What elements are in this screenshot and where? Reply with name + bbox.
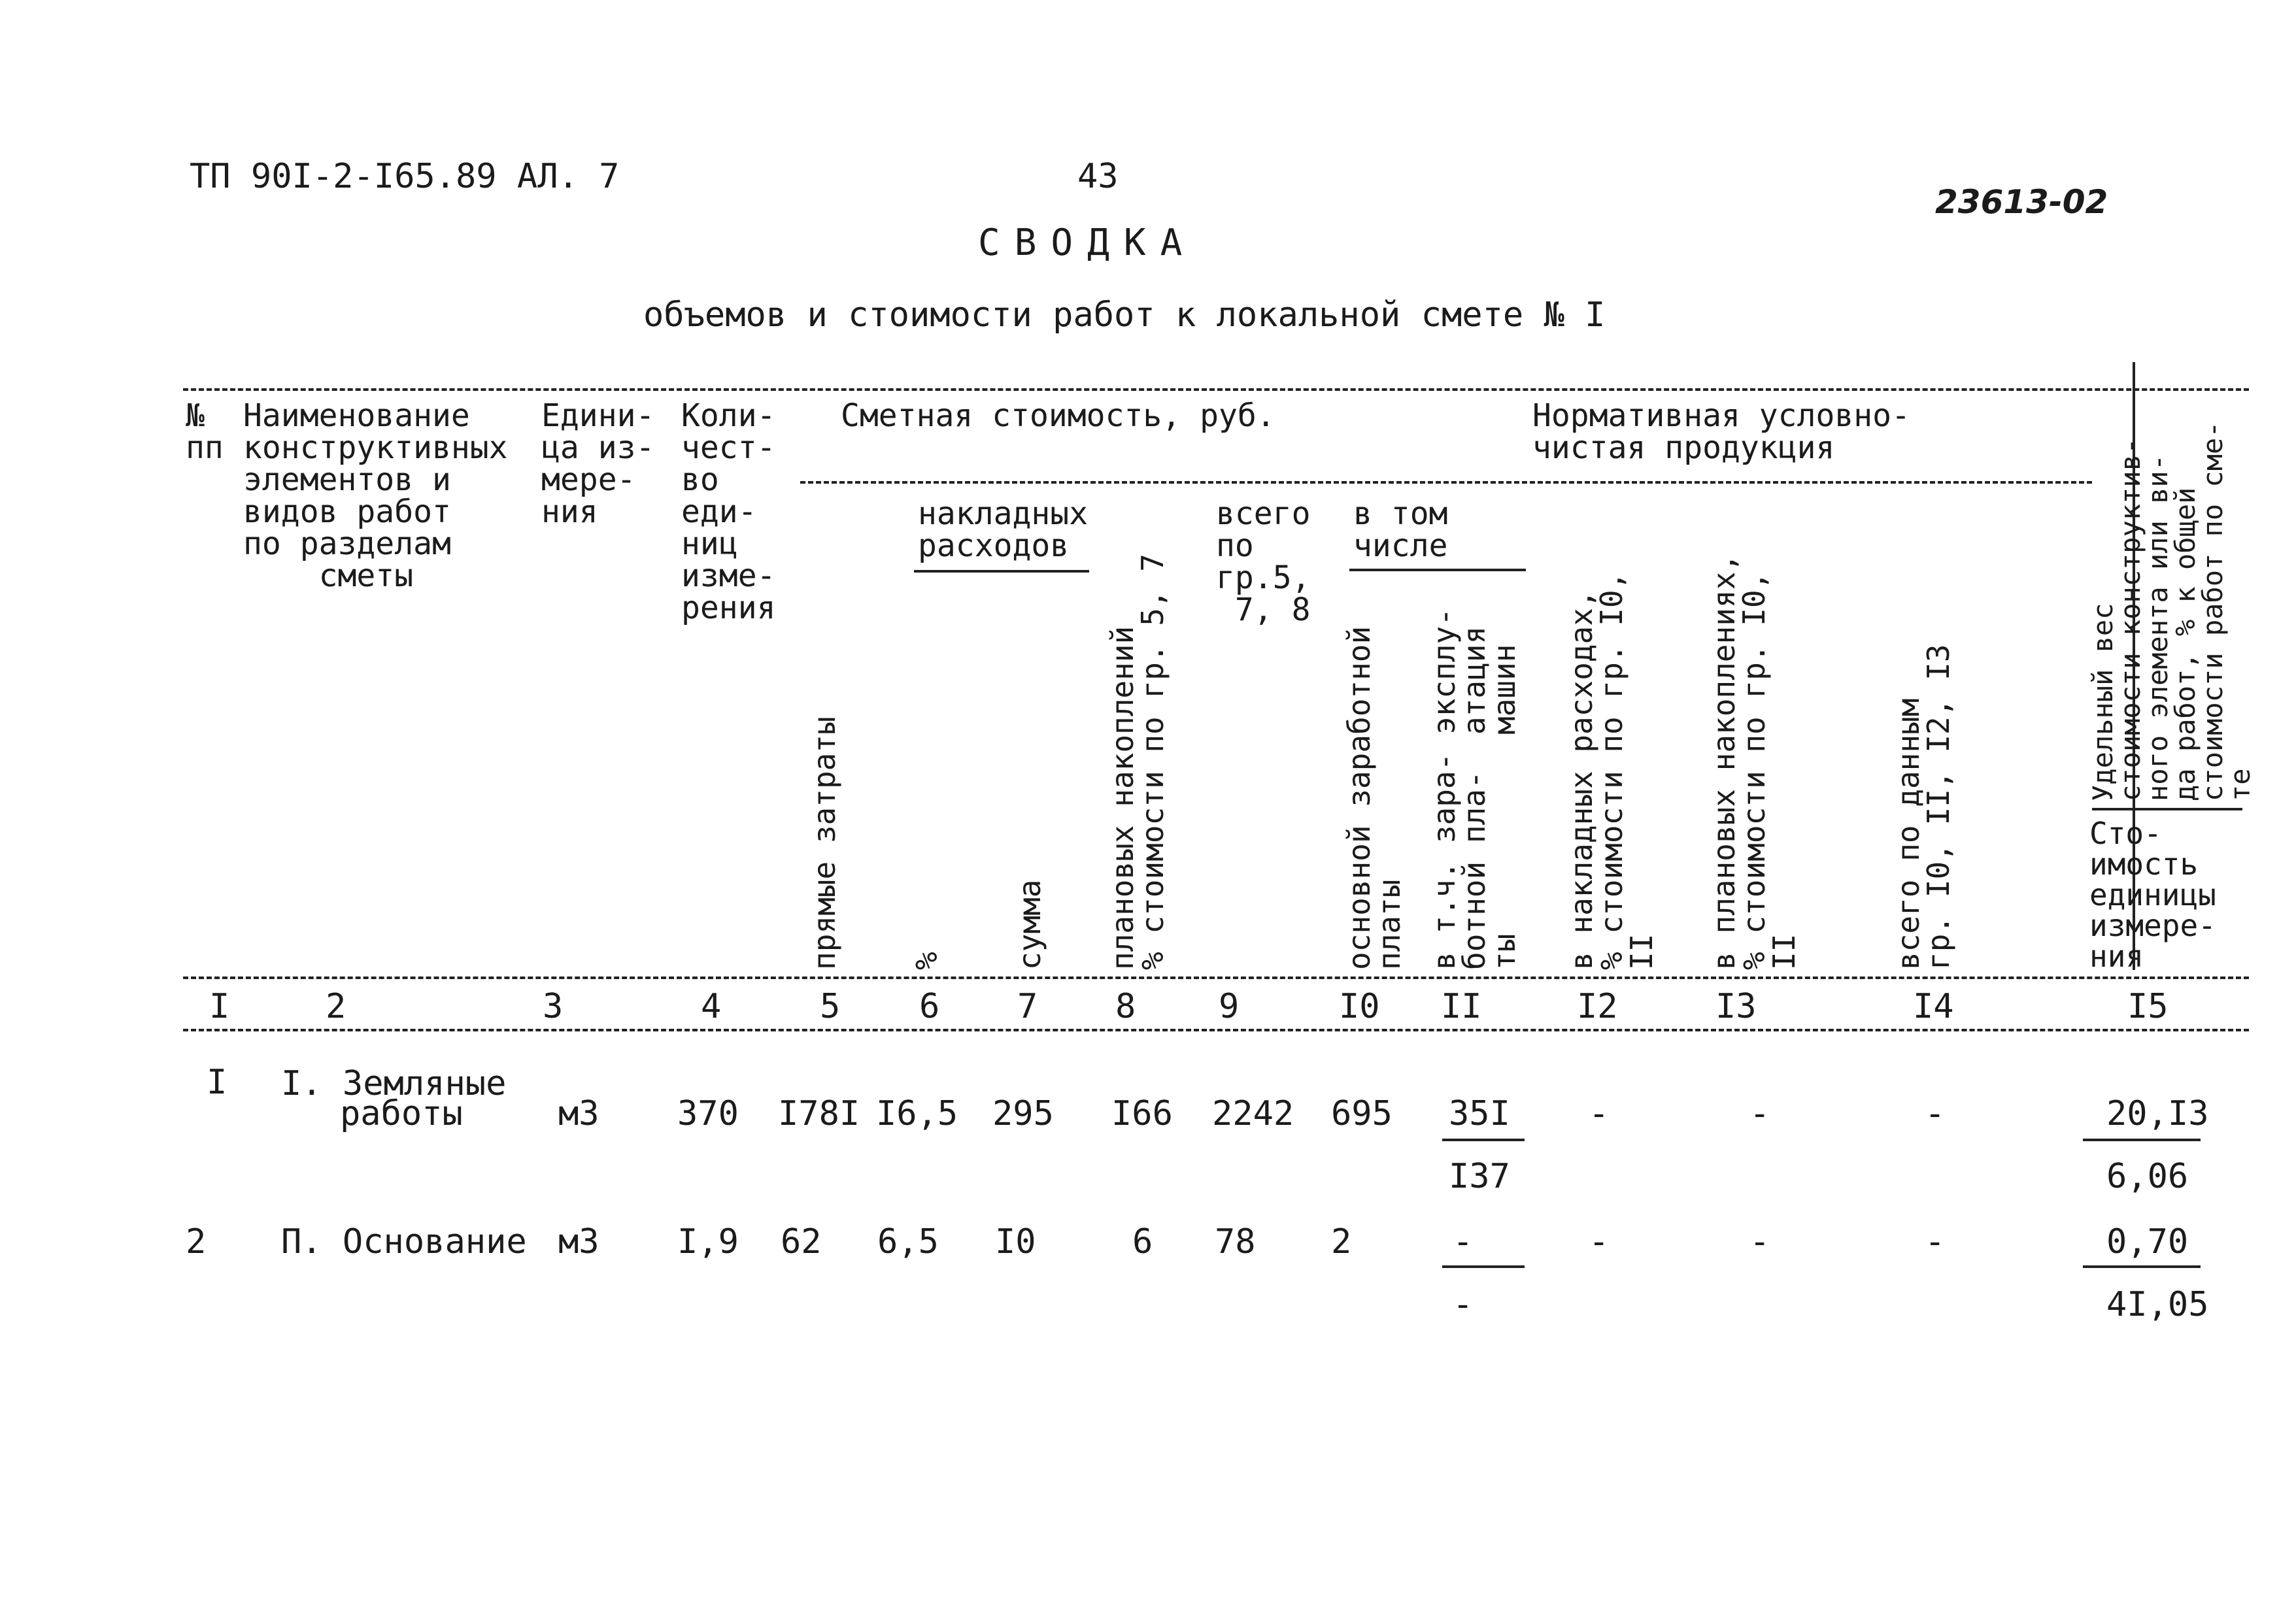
col-number-10: I0 — [1339, 987, 1380, 1026]
col-number-1: I — [209, 987, 230, 1026]
row-planned-savings: 6 — [1132, 1222, 1153, 1261]
row-overhead-pct: 6,5 — [877, 1222, 939, 1261]
header-col-overhead-pct: % — [909, 952, 944, 970]
header-col-overhead-sum: сумма — [1012, 879, 1047, 970]
row-number: I — [207, 1063, 228, 1102]
col-number-12: I2 — [1577, 987, 1618, 1026]
header-col-unit-cost: Сто- имость единицы измере- ния — [2089, 816, 2216, 974]
col-number-5: 5 — [820, 987, 841, 1026]
cost-group-rule — [800, 481, 2092, 484]
row-product-overhead: - — [1589, 1094, 1610, 1133]
row-name: П. Основание — [281, 1222, 527, 1261]
row-product-planned: - — [1749, 1094, 1770, 1133]
page-number: 43 — [1077, 157, 1119, 196]
col-number-6: 6 — [919, 987, 940, 1026]
c15-divider-horizontal — [2092, 808, 2242, 810]
row-unit: м3 — [558, 1222, 599, 1261]
row-product-planned: - — [1749, 1222, 1770, 1261]
numbers-bottom-rule — [183, 1029, 2249, 1031]
header-group-overhead: накладных расходов — [918, 495, 1089, 564]
page-subtitle: объемов и стоимости работ к локальной смете № I — [643, 295, 1606, 335]
table-top-rule — [183, 388, 2249, 391]
page-title: СВОДКА — [978, 222, 1197, 264]
row-unit-cost: 6,06 — [2106, 1157, 2189, 1196]
col-number-3: 3 — [543, 987, 564, 1026]
header-col-base-wage: основной заработной платы — [1342, 626, 1407, 970]
header-col-product-total: всего по данным гр. I0, II, I2, I3 — [1891, 644, 1956, 970]
fraction-bar — [1442, 1139, 1525, 1141]
col-number-8: 8 — [1115, 987, 1136, 1026]
row-machine-wage-secondary: - — [1453, 1285, 1474, 1324]
col-number-2: 2 — [326, 987, 346, 1026]
row-name: I. Земляные — [281, 1064, 507, 1103]
col-number-4: 4 — [701, 987, 722, 1026]
row-direct-costs: I78I — [778, 1094, 860, 1133]
row-share-pct: 0,70 — [2106, 1222, 2189, 1261]
row-quantity: I,9 — [677, 1222, 739, 1261]
col-number-15: I5 — [2127, 987, 2169, 1026]
col-number-7: 7 — [1017, 987, 1038, 1026]
header-col-name: Наименование конструктивных элементов и видов работ по разделам сметы — [243, 397, 508, 594]
row-total: 2242 — [1212, 1094, 1294, 1133]
fraction-bar — [1442, 1265, 1525, 1268]
header-col-direct-costs: прямые затраты — [807, 716, 842, 970]
row-product-total: - — [1925, 1094, 1946, 1133]
col-number-13: I3 — [1715, 987, 1757, 1026]
col-number-9: 9 — [1219, 987, 1240, 1026]
row-machine-wage: - — [1453, 1222, 1474, 1261]
header-group-including: в том числе — [1353, 495, 1448, 564]
row-product-total: - — [1925, 1222, 1946, 1261]
row-quantity: 370 — [677, 1094, 739, 1133]
fraction-bar — [2083, 1139, 2201, 1141]
header-col-share-pct: Удельный вес стоимости конструктив- ного элемента или ви- да работ, % к общей стоимости работ по сме- те — [2087, 421, 2256, 801]
row-direct-costs: 62 — [781, 1222, 822, 1261]
overhead-group-rule — [914, 570, 1089, 573]
including-group-rule — [1349, 569, 1526, 571]
row-share-pct: 20,I3 — [2106, 1094, 2209, 1133]
header-col-machine-wage: в т.ч. зара- эксплу- ботной пла- атация ты машин — [1427, 608, 1522, 970]
row-total: 78 — [1215, 1222, 1256, 1261]
fraction-bar — [2083, 1265, 2201, 1268]
row-base-wage: 2 — [1331, 1222, 1352, 1261]
col-number-14: I4 — [1913, 987, 1954, 1026]
header-col-unit: Едини- ца из- мере- ния — [541, 397, 655, 530]
row-base-wage: 695 — [1331, 1094, 1393, 1133]
row-overhead-sum: 295 — [992, 1094, 1054, 1133]
stamp-number: 23613-02 — [1935, 183, 2108, 221]
header-bottom-rule — [183, 976, 2249, 979]
header-group-product: Нормативная условно- чистая продукция — [1532, 397, 1910, 466]
row-number: 2 — [186, 1222, 207, 1261]
row-unit: м3 — [558, 1094, 599, 1133]
row-name-continued: работы — [340, 1094, 463, 1133]
header-col-planned-savings: плановых накоплений % стоимости по гр. 5, 7 — [1105, 554, 1170, 970]
header-col-total: всего по гр.5, 7, 8 — [1216, 495, 1311, 628]
col-number-11: II — [1441, 987, 1482, 1026]
document-code: ТП 90I-2-I65.89 АЛ. 7 — [190, 157, 620, 196]
row-planned-savings: I66 — [1111, 1094, 1173, 1133]
header-col-quantity: Коли- чест- во еди- ниц изме- рения — [681, 397, 776, 626]
row-overhead-pct: I6,5 — [876, 1094, 958, 1133]
row-machine-wage: 35I — [1449, 1094, 1510, 1133]
row-overhead-sum: I0 — [995, 1222, 1036, 1261]
header-col-number: № пп — [186, 397, 224, 466]
row-unit-cost: 4I,05 — [2106, 1285, 2209, 1324]
header-col-product-overhead: в накладных расходах, % стоимости по гр. I0, II — [1564, 571, 1659, 970]
header-group-cost: Сметная стоимость, руб. — [841, 397, 1275, 434]
header-col-product-planned: в плановых накоплениях, % стоимости по гр. I0, II — [1706, 554, 1802, 970]
row-machine-wage-secondary: I37 — [1449, 1157, 1510, 1196]
row-product-overhead: - — [1589, 1222, 1610, 1261]
